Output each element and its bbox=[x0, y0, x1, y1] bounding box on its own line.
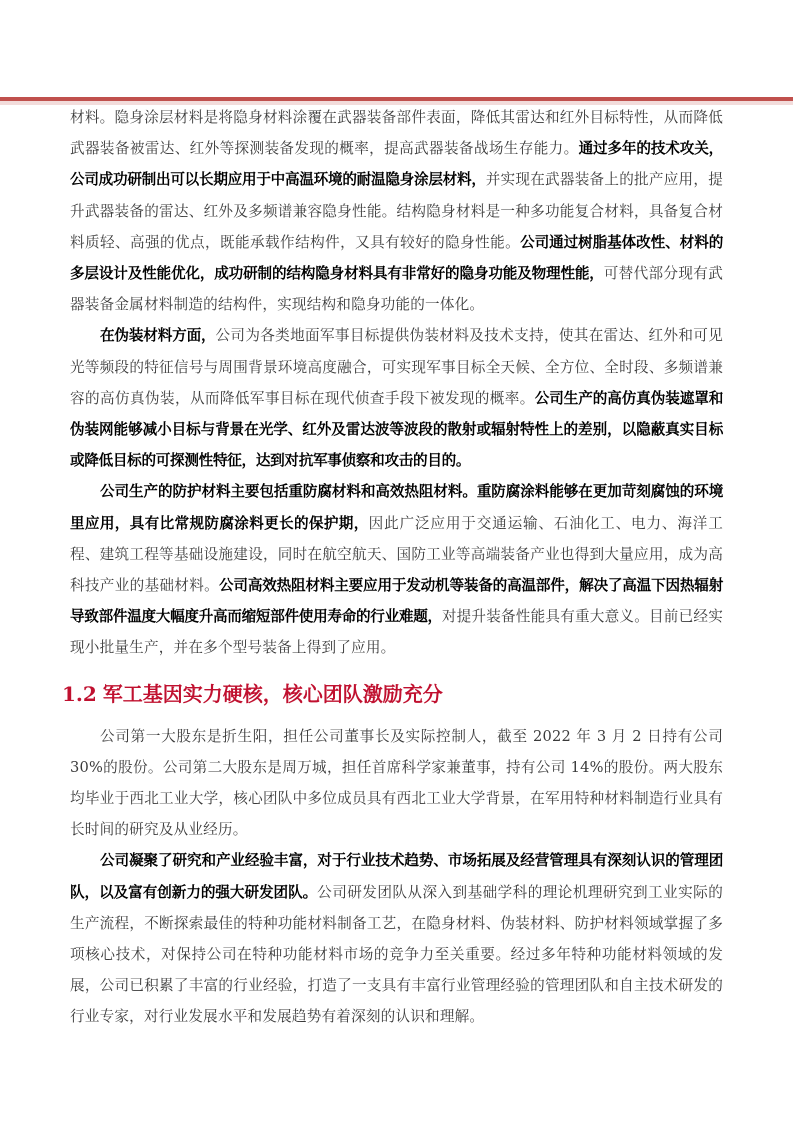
text-run: 对提升装备性能具有重大意义。目前已经实现小批量生产，并在多个型号装备上得到了应用。 bbox=[70, 608, 724, 657]
paragraph-shareholders bbox=[70, 721, 723, 846]
text-run: 可替代部分现有武器装备金属材料制造的结构件，实现结构和隐身功能的一体化。 bbox=[70, 265, 724, 314]
bold-run: 在伪装材料方面， bbox=[100, 327, 216, 345]
bold-run: 公司生产的高仿真伪装遮罩和伪装网能够减小目标与背景在光学、红外及雷达波等波段的散射或辐射特性上的差别，以隐蔽真实目标或降低目标的可探测性特征，达到对抗军事侦察和攻击的目的。 bbox=[70, 389, 724, 470]
text-run: 并实现在武器装备上的批产应用，提升武器装备的雷达、红外及多频谱兼容隐身性能。结构隐身材料是一种多功能复合材料，具备复合材料质轻、高强的优点，既能承载作结构件，又具有较好的隐身性能。 bbox=[70, 171, 723, 251]
document-body bbox=[62, 102, 724, 1033]
bold-run: 通过多年的技术攻关，公司成功研制出可以长期应用于中高温环境的耐温隐身涂层材料， bbox=[70, 140, 723, 189]
paragraph-protective-materials bbox=[70, 476, 723, 663]
bold-run: 公司高效热阻材料主要应用于发动机等装备的高温部件，解决了高温下因热辐射导致部件温度大幅度升高而缩短部件使用寿命的行业难题， bbox=[70, 577, 723, 626]
text-run: 因此广泛应用于交通运输、石油化工、电力、海洋工程、建筑工程等基础设施建设，同时在航空航天、国防工业等高端装备产业也得到大量应用，成为高科技产业的基础材料。 bbox=[70, 514, 723, 595]
text-run: 材料。隐身涂层材料是将隐身材料涂覆在武器装备部件表面，降低其雷达和红外目标特性，从而降低武器装备被雷达、红外等探测装备发现的概率，提高武器装备战场生存能力。 bbox=[70, 109, 723, 158]
paragraph-camouflage-materials bbox=[70, 320, 723, 476]
section-number: 1.2 bbox=[62, 681, 97, 706]
section-title: 军工基因实力硬核，核心团队激励充分 bbox=[102, 681, 443, 706]
bold-run: 公司通过树脂基体改性、材料的多层设计及性能优化，成功研制的结构隐身材料具有非常好的隐身功能及物理性能， bbox=[70, 233, 723, 283]
paragraph-management-team bbox=[70, 845, 723, 1032]
text-run: 公司第一大股东是折生阳，担任公司董事长及实际控制人，截至 2022 年 3 月 2 日持有公司 30%的股份。公司第二大股东是周万城，担任首席科学家兼董事，持有公司 14%的股份。两大股东均毕业于西北工业大学，核心团队中多位成员具有西北工业大学背景，在军用特种材料制造行业具有长时间的研究及从业经历。 bbox=[70, 727, 723, 839]
paragraph-stealth-materials bbox=[70, 102, 723, 320]
bold-run: 公司凝聚了研究和产业经验丰富，对于行业技术趋势、市场拓展及经营管理具有深刻认识的管理团队，以及富有创新力的强大研发团队。 bbox=[70, 852, 723, 901]
section-heading-1-2 bbox=[62, 679, 723, 709]
bold-run: 公司生产的防护材料主要包括重防腐材料和高效热阻材料。重防腐涂料能够在更加苛刻腐蚀的环境里应用，具有比常规防腐涂料更长的保护期， bbox=[70, 483, 723, 532]
text-run: 公司为各类地面军事目标提供伪装材料及技术支持，使其在雷达、红外和可见光等频段的特征信号与周围背景环境高度融合，可实现军事目标全天候、全方位、全时段、多频谱兼容的高仿真伪装，从而降低军事目标在现代侦查手段下被发现的概率。 bbox=[70, 327, 723, 407]
text-run: 公司研发团队从深入到基础学科的理论机理研究到工业实际的生产流程，不断探索最佳的特种功能材料制备工艺，在隐身材料、伪装材料、防护材料领域掌握了多项核心技术，对保持公司在特种功能材料市场的竞争力至关重要。经过多年特种功能材料领域的发展，公司已积累了丰富的行业经验，打造了一支具有丰富行业管理经验的管理团队和自主技术研发的行业专家，对行业发展水平和发展趋势有着深刻的认识和理解。 bbox=[70, 883, 723, 1026]
